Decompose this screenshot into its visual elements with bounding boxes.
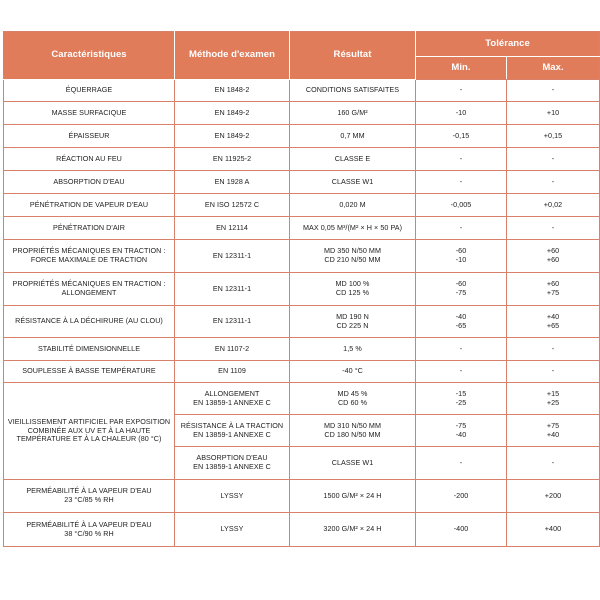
min-cell [416,148,507,171]
min-cell-line: -75 [455,420,467,430]
method-cell [175,338,290,361]
min-cell [416,383,507,415]
characteristic-cell-line: ALLONGEMENT [61,288,117,297]
characteristic-cell-line: PÉNÉTRATION DE VAPEUR D'EAU [29,199,149,209]
result-cell [290,102,416,125]
characteristic-cell [4,80,175,102]
max-cell-line: - [551,176,555,186]
method-cell-line: EN 13859-1 ANNEXE C [193,397,271,407]
method-cell-line: EN 1928 A [214,176,250,186]
characteristic-cell-line: VIEILLISSEMENT ARTIFICIEL PAR EXPOSITION [7,417,171,427]
max-cell-line: +65 [546,320,560,330]
method-cell [175,447,290,480]
method-cell-line: EN 13859-1 ANNEXE C [193,462,271,471]
method-cell [175,194,290,217]
table-row [4,102,600,125]
min-cell-line: -15 [455,388,467,398]
characteristic-cell-line: ÉPAISSEUR [68,130,110,140]
table-row [4,194,600,217]
characteristic-cell [4,273,175,306]
characteristic-cell [4,148,175,171]
method-cell-line: LYSSY [220,524,244,534]
characteristic-cell [4,240,175,273]
result-cell [290,338,416,361]
method-cell [175,148,290,171]
result-cell [290,480,416,513]
table-row [4,217,600,240]
max-cell-line: +60 [546,255,560,264]
min-cell-line: - [459,85,463,95]
max-cell [507,80,600,102]
min-cell [416,415,507,447]
max-cell [507,194,600,217]
method-cell-line: EN 1849-2 [214,130,250,140]
result-cell-line: MD 190 N [336,311,369,321]
table-row [4,171,600,194]
result-cell-line: CD 125 % [335,288,370,297]
result-cell [290,125,416,148]
max-cell [507,217,600,240]
table-row [4,480,600,513]
method-cell [175,513,290,547]
result-cell [290,171,416,194]
characteristic-cell [4,125,175,148]
result-cell [290,415,416,447]
result-cell-line: 0,020 M [339,199,366,209]
min-cell-line: -65 [455,320,467,330]
max-cell [507,338,600,361]
result-cell [290,148,416,171]
result-cell-line: 1500 G/M² × 24 H [323,490,382,500]
min-cell [416,125,507,148]
method-cell-line: EN 13859-1 ANNEXE C [193,429,271,439]
min-cell [416,306,507,338]
characteristic-cell-line: RÉSISTANCE À LA DÉCHIRURE (AU CLOU) [15,316,163,326]
max-cell-line: - [551,85,555,95]
min-cell [416,80,507,102]
max-cell-line: +75 [546,420,560,430]
method-cell [175,383,290,415]
header-max: Max. [507,57,600,80]
min-cell-line: -200 [453,490,469,500]
min-cell-line: -60 [455,246,467,256]
result-cell-line: MD 100 % [335,279,370,289]
result-cell [290,273,416,306]
max-cell [507,273,600,306]
method-cell-line: EN ISO 12572 C [204,199,260,209]
method-cell-line: EN 1849-2 [214,107,250,117]
max-cell-line: - [551,366,555,376]
characteristic-cell-line: RÉACTION AU FEU [56,153,122,163]
specification-table [3,31,600,547]
table-row [4,80,600,102]
method-cell [175,306,290,338]
result-cell-line: CLASSE W1 [331,457,374,467]
min-cell [416,240,507,273]
characteristic-cell-line: PROPRIÉTÉS MÉCANIQUES EN TRACTION : [12,246,166,256]
max-cell [507,361,600,383]
characteristic-cell [4,194,175,217]
table-row [4,273,600,306]
result-cell-line: MD 310 N/50 MM [323,420,382,430]
result-cell-line: 3200 G/M² × 24 H [323,524,382,534]
min-cell [416,273,507,306]
result-cell-line: CONDITIONS SATISFAITES [305,85,400,95]
min-cell [416,338,507,361]
result-cell [290,240,416,273]
characteristic-cell [4,361,175,383]
method-cell [175,273,290,306]
result-cell-line: 1,5 % [343,343,362,353]
min-cell [416,102,507,125]
min-cell-line: - [459,366,463,376]
max-cell-line: +10 [546,107,560,117]
max-cell [507,383,600,415]
result-cell-line: CD 180 N/50 MM [324,429,381,439]
characteristic-cell [4,217,175,240]
min-cell-line: -25 [455,397,467,407]
characteristic-cell-line: PERMÉABILITÉ À LA VAPEUR D'EAU [26,486,152,496]
characteristic-cell-line: ABSORPTION D'EAU [53,176,125,186]
min-cell-line: - [459,343,463,353]
method-cell-line: EN 11925-2 [212,153,252,163]
characteristic-cell [4,306,175,338]
table-row [4,125,600,148]
result-cell [290,361,416,383]
max-cell-line: +40 [546,429,560,439]
characteristic-cell-line: SOUPLESSE À BASSE TEMPÉRATURE [22,366,156,376]
method-cell [175,240,290,273]
max-cell-line: +0,02 [543,199,563,209]
table-row [4,306,600,338]
characteristic-cell [4,171,175,194]
max-cell-line: - [551,457,555,467]
min-cell [416,447,507,480]
max-cell [507,447,600,480]
result-cell-line: 160 G/M² [337,107,368,117]
header-tolerance: Tolérance [416,32,600,57]
result-cell-line: MAX 0,05 M³/(M² × H × 50 PA) [302,222,403,232]
result-cell [290,383,416,415]
max-cell-line: +200 [544,490,562,500]
characteristic-cell-line: COMBINÉE AUX UV ET À LA HAUTE [27,425,151,435]
method-cell [175,171,290,194]
max-cell-line: +15 [546,388,560,398]
max-cell-line: +75 [546,288,560,297]
max-cell [507,102,600,125]
table-body [4,80,600,547]
characteristic-cell-line: FORCE MAXIMALE DE TRACTION [30,255,148,264]
characteristic-cell [4,480,175,513]
header-method: Méthode d'examen [175,32,290,80]
max-cell-line: +0,15 [543,130,563,140]
method-cell [175,217,290,240]
result-cell-line: CD 225 N [336,320,369,330]
table-row [4,338,600,361]
method-cell-line: EN 12114 [216,222,248,232]
result-cell-line: CLASSE W1 [331,176,374,186]
result-cell [290,194,416,217]
table-row [4,383,600,415]
max-cell-line: - [551,153,555,163]
method-cell-line: EN 12311-1 [212,283,252,293]
characteristic-cell-line: PERMÉABILITÉ À LA VAPEUR D'EAU [26,519,152,529]
max-cell [507,513,600,547]
min-cell-line: - [459,457,463,467]
characteristic-cell-line: ÉQUERRAGE [65,85,113,95]
result-cell [290,447,416,480]
method-cell [175,415,290,447]
result-cell [290,306,416,338]
characteristic-cell-line: PÉNÉTRATION D'AIR [53,222,125,232]
min-cell-line: -60 [455,279,467,289]
method-cell-line: LYSSY [220,490,244,500]
min-cell [416,480,507,513]
min-cell-line: - [459,176,463,186]
min-cell-line: -10 [455,107,467,117]
min-cell-line: -75 [455,288,467,297]
method-cell-line: EN 1109 [218,366,246,376]
result-cell-line: CLASSE E [334,153,371,163]
max-cell [507,171,600,194]
min-cell-line: - [459,153,463,163]
max-cell [507,125,600,148]
result-cell-line: -40 °C [342,366,363,376]
result-cell-line: MD 350 N/50 MM [323,246,382,256]
max-cell-line: +400 [544,524,562,534]
result-cell [290,513,416,547]
characteristic-cell [4,102,175,125]
result-cell-line: CD 60 % [337,397,368,407]
max-cell [507,148,600,171]
min-cell-line: -400 [453,524,469,534]
max-cell [507,480,600,513]
table-row [4,240,600,273]
min-cell [416,513,507,547]
method-cell-line: EN 1848-2 [214,85,250,95]
characteristic-cell [4,383,175,480]
max-cell-line: +60 [546,279,560,289]
method-cell [175,102,290,125]
table-row [4,513,600,547]
min-cell [416,194,507,217]
min-cell-line: -0,005 [450,199,472,209]
min-cell-line: -0,15 [452,130,470,140]
table-row [4,148,600,171]
result-cell [290,80,416,102]
method-cell-line: EN 12311-1 [212,316,252,326]
method-cell [175,125,290,148]
min-cell [416,217,507,240]
characteristic-cell [4,513,175,547]
min-cell-line: -10 [455,255,467,264]
max-cell [507,415,600,447]
method-cell [175,480,290,513]
result-cell-line: MD 45 % [337,388,368,398]
method-cell-line: ALLONGEMENT [204,388,260,398]
max-cell-line: +25 [546,397,560,407]
min-cell [416,171,507,194]
characteristic-cell-line: MASSE SURFACIQUE [51,107,127,117]
method-cell [175,80,290,102]
table-row [4,361,600,383]
characteristic-cell-line: 23 °C/85 % RH [64,495,114,504]
header-characteristics: Caractéristiques [4,32,175,80]
max-cell-line: +40 [546,311,560,321]
method-cell-line: RÉSISTANCE À LA TRACTION [180,420,284,430]
characteristic-cell-line: STABILITÉ DIMENSIONNELLE [37,343,141,353]
result-cell-line: CD 210 N/50 MM [324,255,381,264]
min-cell-line: -40 [455,311,467,321]
max-cell [507,306,600,338]
method-cell-line: ABSORPTION D'EAU [196,453,268,463]
result-cell-line: 0,7 MM [340,130,365,140]
characteristic-cell-line: 38 °C/90 % RH [64,528,114,538]
header-min: Min. [416,57,507,80]
max-cell [507,240,600,273]
method-cell-line: EN 1107-2 [214,343,250,353]
min-cell-line: -40 [455,429,467,439]
max-cell-line: +60 [546,246,560,256]
min-cell [416,361,507,383]
characteristic-cell [4,338,175,361]
method-cell [175,361,290,383]
method-cell-line: EN 12311-1 [212,250,252,260]
max-cell-line: - [551,222,555,232]
characteristic-cell-line: PROPRIÉTÉS MÉCANIQUES EN TRACTION : [12,279,166,289]
header-result: Résultat [290,32,416,80]
result-cell [290,217,416,240]
max-cell-line: - [551,343,555,353]
characteristic-cell-line: TEMPÉRATURE ET À LA CHALEUR (80 °C) [16,434,162,444]
min-cell-line: - [459,222,463,232]
